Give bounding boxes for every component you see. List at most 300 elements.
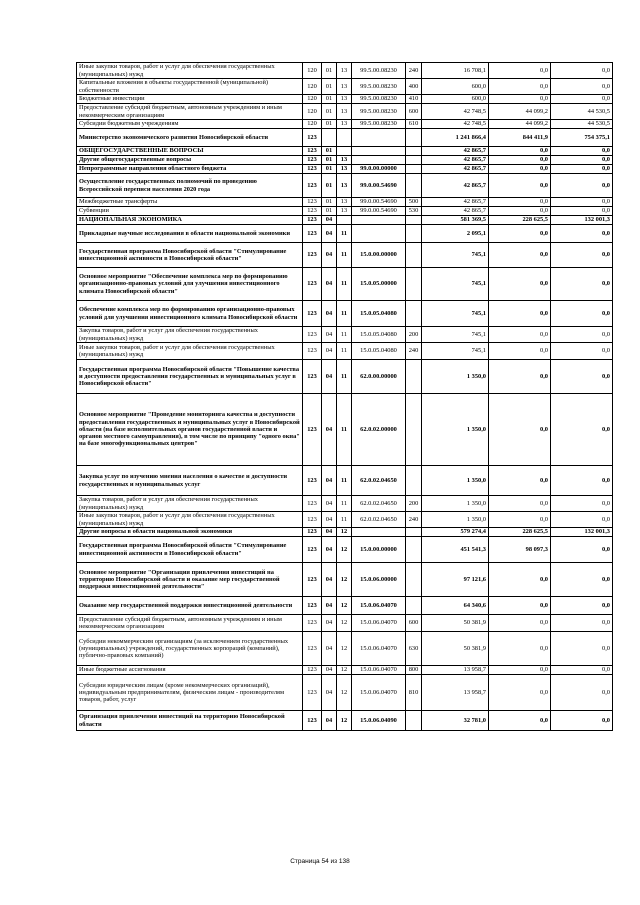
subsection-code: 11: [337, 496, 352, 512]
target-article-code: 15.0.06.04090: [352, 711, 406, 731]
target-article-code: 99.0.00.54690: [352, 174, 406, 198]
amount-year-1: 579 274,4: [422, 528, 489, 537]
amount-year-1: 745,1: [422, 301, 489, 327]
ministry-code: 120: [303, 95, 322, 104]
amount-year-1: 42 865,7: [422, 165, 489, 174]
expense-type-code: [406, 466, 422, 496]
section-code: 04: [322, 301, 337, 327]
section-code: 01: [322, 63, 337, 79]
section-code: 04: [322, 528, 337, 537]
section-code: 04: [322, 537, 337, 563]
subsection-code: 13: [337, 156, 352, 165]
amount-year-3: 0,0: [551, 675, 613, 711]
ministry-code: 123: [303, 268, 322, 301]
table-row: [77, 156, 613, 165]
table-row: [77, 597, 613, 615]
amount-year-2: 0,0: [489, 466, 551, 496]
expense-type-code: 630: [406, 632, 422, 666]
amount-year-1: 451 541,3: [422, 537, 489, 563]
expense-type-code: [406, 129, 422, 147]
amount-year-3: 0,0: [551, 95, 613, 104]
amount-year-2: 0,0: [489, 63, 551, 79]
subsection-code: [337, 147, 352, 156]
subsection-code: 12: [337, 615, 352, 632]
target-article-code: 15.0.06.04070: [352, 675, 406, 711]
subsection-code: 11: [337, 301, 352, 327]
amount-year-2: 0,0: [489, 512, 551, 528]
expense-type-code: 800: [406, 666, 422, 675]
amount-year-2: 0,0: [489, 360, 551, 394]
target-article-code: 15.0.00.00000: [352, 537, 406, 563]
ministry-code: 123: [303, 198, 322, 207]
subsection-code: 11: [337, 343, 352, 360]
subsection-code: 13: [337, 207, 352, 216]
table-row: [77, 129, 613, 147]
amount-year-3: 0,0: [551, 512, 613, 528]
expense-type-code: [406, 597, 422, 615]
amount-year-1: 97 121,6: [422, 563, 489, 597]
amount-year-1: 745,1: [422, 343, 489, 360]
amount-year-2: 228 625,5: [489, 216, 551, 225]
amount-year-1: 1 350,0: [422, 496, 489, 512]
row-name: Основное мероприятие "Обеспечение комплекса мер по формированию организационно-правовых условий для улучшения инвестиционного климата Новосибирской области": [77, 268, 303, 301]
target-article-code: 99.0.00.00000: [352, 165, 406, 174]
amount-year-2: 0,0: [489, 394, 551, 466]
amount-year-3: 0,0: [551, 537, 613, 563]
ministry-code: 123: [303, 597, 322, 615]
ministry-code: 123: [303, 156, 322, 165]
expense-type-code: 400: [406, 79, 422, 95]
subsection-code: 12: [337, 711, 352, 731]
section-code: 04: [322, 225, 337, 243]
target-article-code: 99.0.00.54690: [352, 198, 406, 207]
amount-year-3: 0,0: [551, 711, 613, 731]
ministry-code: 123: [303, 327, 322, 343]
amount-year-3: 0,0: [551, 632, 613, 666]
ministry-code: 123: [303, 466, 322, 496]
subsection-code: 12: [337, 597, 352, 615]
amount-year-1: 745,1: [422, 327, 489, 343]
amount-year-1: 2 095,1: [422, 225, 489, 243]
subsection-code: 12: [337, 537, 352, 563]
section-code: 04: [322, 360, 337, 394]
ministry-code: 120: [303, 104, 322, 120]
target-article-code: [352, 129, 406, 147]
amount-year-3: 0,0: [551, 147, 613, 156]
amount-year-1: 16 708,1: [422, 63, 489, 79]
target-article-code: 15.0.05.04080: [352, 343, 406, 360]
ministry-code: 123: [303, 537, 322, 563]
table-row: [77, 563, 613, 597]
amount-year-3: 754 375,1: [551, 129, 613, 147]
expense-type-code: 240: [406, 63, 422, 79]
expense-type-code: [406, 537, 422, 563]
table-row: [77, 666, 613, 675]
subsection-code: 12: [337, 666, 352, 675]
ministry-code: 123: [303, 496, 322, 512]
subsection-code: [337, 216, 352, 225]
amount-year-2: 0,0: [489, 496, 551, 512]
amount-year-2: 0,0: [489, 615, 551, 632]
ministry-code: 123: [303, 666, 322, 675]
amount-year-1: 42 748,5: [422, 120, 489, 129]
amount-year-1: 600,0: [422, 95, 489, 104]
target-article-code: [352, 225, 406, 243]
table-row: [77, 360, 613, 394]
target-article-code: 99.5.00.08230: [352, 63, 406, 79]
row-name: Субсидии бюджетным учреждениям: [77, 120, 303, 129]
amount-year-2: 0,0: [489, 666, 551, 675]
ministry-code: 123: [303, 147, 322, 156]
subsection-code: 13: [337, 165, 352, 174]
table-row: [77, 301, 613, 327]
table-row: [77, 466, 613, 496]
subsection-code: 13: [337, 104, 352, 120]
target-article-code: 15.0.06.04070: [352, 666, 406, 675]
target-article-code: 15.0.06.04070: [352, 597, 406, 615]
subsection-code: 13: [337, 79, 352, 95]
row-name: Непрограммные направления областного бюджета: [77, 165, 303, 174]
amount-year-1: 581 369,5: [422, 216, 489, 225]
amount-year-2: 0,0: [489, 711, 551, 731]
amount-year-1: 13 958,7: [422, 675, 489, 711]
ministry-code: 120: [303, 63, 322, 79]
amount-year-1: 42 865,7: [422, 174, 489, 198]
amount-year-3: 0,0: [551, 268, 613, 301]
table-row: [77, 216, 613, 225]
amount-year-1: 42 865,7: [422, 207, 489, 216]
ministry-code: 123: [303, 675, 322, 711]
ministry-code: 123: [303, 165, 322, 174]
section-code: [322, 129, 337, 147]
amount-year-2: 44 099,2: [489, 104, 551, 120]
ministry-code: 123: [303, 343, 322, 360]
amount-year-3: 0,0: [551, 243, 613, 268]
target-article-code: 15.0.06.00000: [352, 563, 406, 597]
target-article-code: 99.5.00.08230: [352, 95, 406, 104]
amount-year-2: 98 097,3: [489, 537, 551, 563]
table-row: [77, 174, 613, 198]
amount-year-2: 0,0: [489, 563, 551, 597]
section-code: 01: [322, 207, 337, 216]
target-article-code: 62.0.02.00000: [352, 394, 406, 466]
row-name: Закупка товаров, работ и услуг для обеспечения государственных (муниципальных) нужд: [77, 496, 303, 512]
subsection-code: 13: [337, 63, 352, 79]
row-name: Предоставление субсидий бюджетным, автономным учреждениям и иным некоммерческим организациям: [77, 615, 303, 632]
amount-year-2: 0,0: [489, 207, 551, 216]
table-row: [77, 537, 613, 563]
ministry-code: 123: [303, 632, 322, 666]
table-row: [77, 394, 613, 466]
ministry-code: 123: [303, 225, 322, 243]
row-name: Обеспечение комплекса мер по формированию организационно-правовых условий для улучшения инвестиционного климата Новосибирской области: [77, 301, 303, 327]
expense-type-code: [406, 528, 422, 537]
expense-type-code: [406, 394, 422, 466]
expense-type-code: 600: [406, 615, 422, 632]
amount-year-3: 0,0: [551, 156, 613, 165]
row-name: Осуществление государственных полномочий по проведению Всероссийской переписи населения 2020 года: [77, 174, 303, 198]
section-code: 01: [322, 156, 337, 165]
section-code: 04: [322, 243, 337, 268]
target-article-code: 15.0.00.00000: [352, 243, 406, 268]
ministry-code: 123: [303, 174, 322, 198]
expense-type-code: 600: [406, 104, 422, 120]
row-name: Основное мероприятие "Проведение мониторинга качества и доступности предоставления государственных и муниципальных услуг в Новосибирской области (на базе исполнительных органов государственной власти и органов местного самоуправления), в том числе по принципу "одного окна" на базе многофункциональных центров": [77, 394, 303, 466]
row-name: Государственная программа Новосибирской области "Повышение качества и доступности предоставления государственных и муниципальных услуг в Новосибирской области": [77, 360, 303, 394]
amount-year-2: 844 411,9: [489, 129, 551, 147]
table-row: [77, 63, 613, 79]
amount-year-1: 600,0: [422, 79, 489, 95]
amount-year-2: 0,0: [489, 147, 551, 156]
section-code: 01: [322, 104, 337, 120]
amount-year-3: 0,0: [551, 327, 613, 343]
row-name: Межбюджетные трансферты: [77, 198, 303, 207]
subsection-code: 12: [337, 675, 352, 711]
ministry-code: 123: [303, 563, 322, 597]
amount-year-3: 0,0: [551, 198, 613, 207]
amount-year-1: 1 350,0: [422, 512, 489, 528]
target-article-code: [352, 216, 406, 225]
amount-year-1: 745,1: [422, 268, 489, 301]
amount-year-3: 0,0: [551, 301, 613, 327]
row-name: Иные закупки товаров, работ и услуг для обеспечения государственных (муниципальных) нужд: [77, 343, 303, 360]
section-code: 04: [322, 666, 337, 675]
subsection-code: 13: [337, 120, 352, 129]
target-article-code: [352, 528, 406, 537]
expense-type-code: [406, 216, 422, 225]
target-article-code: 99.5.00.08230: [352, 79, 406, 95]
expense-type-code: 410: [406, 95, 422, 104]
table-row: [77, 165, 613, 174]
subsection-code: 11: [337, 243, 352, 268]
subsection-code: 11: [337, 466, 352, 496]
expense-type-code: [406, 165, 422, 174]
subsection-code: 13: [337, 174, 352, 198]
target-article-code: 62.0.02.04650: [352, 466, 406, 496]
amount-year-3: 0,0: [551, 563, 613, 597]
ministry-code: 123: [303, 394, 322, 466]
target-article-code: 15.0.05.04080: [352, 327, 406, 343]
section-code: 04: [322, 466, 337, 496]
target-article-code: 15.0.05.00000: [352, 268, 406, 301]
amount-year-3: 0,0: [551, 63, 613, 79]
amount-year-1: 42 865,7: [422, 147, 489, 156]
amount-year-3: 0,0: [551, 174, 613, 198]
row-name: Оказание мер государственной поддержки инвестиционной деятельности: [77, 597, 303, 615]
amount-year-3: 0,0: [551, 496, 613, 512]
row-name: ОБЩЕГОСУДАРСТВЕННЫЕ ВОПРОСЫ: [77, 147, 303, 156]
row-name: Другие общегосударственные вопросы: [77, 156, 303, 165]
expense-type-code: 240: [406, 512, 422, 528]
row-name: Государственная программа Новосибирской области "Стимулирование инвестиционной активности в Новосибирской области": [77, 243, 303, 268]
amount-year-2: 0,0: [489, 597, 551, 615]
expense-type-code: 610: [406, 120, 422, 129]
amount-year-3: 0,0: [551, 597, 613, 615]
row-name: НАЦИОНАЛЬНАЯ ЭКОНОМИКА: [77, 216, 303, 225]
amount-year-1: 32 781,0: [422, 711, 489, 731]
expense-type-code: [406, 360, 422, 394]
table-row: [77, 147, 613, 156]
section-code: 04: [322, 394, 337, 466]
amount-year-2: 0,0: [489, 198, 551, 207]
amount-year-3: 132 001,3: [551, 528, 613, 537]
section-code: 04: [322, 632, 337, 666]
amount-year-2: 0,0: [489, 225, 551, 243]
subsection-code: 11: [337, 225, 352, 243]
table-row: [77, 512, 613, 528]
amount-year-2: 0,0: [489, 95, 551, 104]
amount-year-1: 1 350,0: [422, 466, 489, 496]
expense-type-code: [406, 156, 422, 165]
row-name: Организация привлечения инвестиций на территорию Новосибирской области: [77, 711, 303, 731]
section-code: 01: [322, 120, 337, 129]
ministry-code: 123: [303, 243, 322, 268]
subsection-code: 12: [337, 528, 352, 537]
row-name: Субсидии некоммерческим организациям (за исключением государственных (муниципальных) учреждений, государственных корпораций (компаний), публично-правовых компаний): [77, 632, 303, 666]
amount-year-3: 132 001,3: [551, 216, 613, 225]
amount-year-3: 0,0: [551, 79, 613, 95]
amount-year-2: 0,0: [489, 675, 551, 711]
amount-year-2: 228 625,5: [489, 528, 551, 537]
ministry-code: 123: [303, 512, 322, 528]
row-name: Иные бюджетные ассигнования: [77, 666, 303, 675]
table-row: [77, 343, 613, 360]
section-code: 01: [322, 174, 337, 198]
ministry-code: 123: [303, 129, 322, 147]
expense-type-code: [406, 225, 422, 243]
amount-year-1: 745,1: [422, 243, 489, 268]
amount-year-3: 0,0: [551, 666, 613, 675]
section-code: 01: [322, 165, 337, 174]
amount-year-1: 13 958,7: [422, 666, 489, 675]
subsection-code: [337, 129, 352, 147]
expense-type-code: [406, 711, 422, 731]
subsection-code: 13: [337, 198, 352, 207]
budget-table: [76, 62, 612, 731]
amount-year-1: 42 865,7: [422, 198, 489, 207]
section-code: 04: [322, 512, 337, 528]
ministry-code: 123: [303, 301, 322, 327]
table-row: [77, 711, 613, 731]
target-article-code: 15.0.06.04070: [352, 615, 406, 632]
ministry-code: 120: [303, 79, 322, 95]
section-code: 04: [322, 216, 337, 225]
ministry-code: 123: [303, 615, 322, 632]
row-name: Другие вопросы в области национальной экономики: [77, 528, 303, 537]
amount-year-2: 0,0: [489, 327, 551, 343]
expense-type-code: 530: [406, 207, 422, 216]
row-name: Иные закупки товаров, работ и услуг для обеспечения государственных (муниципальных) нужд: [77, 512, 303, 528]
expense-type-code: [406, 174, 422, 198]
amount-year-2: 0,0: [489, 268, 551, 301]
table-row: [77, 207, 613, 216]
amount-year-2: 0,0: [489, 632, 551, 666]
amount-year-2: 0,0: [489, 174, 551, 198]
row-name: Субвенции: [77, 207, 303, 216]
row-name: Иные закупки товаров, работ и услуг для обеспечения государственных (муниципальных) нужд: [77, 63, 303, 79]
expense-type-code: 200: [406, 496, 422, 512]
table-row: [77, 225, 613, 243]
section-code: 04: [322, 563, 337, 597]
subsection-code: 11: [337, 327, 352, 343]
section-code: 04: [322, 327, 337, 343]
target-article-code: [352, 156, 406, 165]
amount-year-2: 0,0: [489, 165, 551, 174]
section-code: 04: [322, 343, 337, 360]
table-row: [77, 496, 613, 512]
amount-year-1: 1 241 866,4: [422, 129, 489, 147]
amount-year-3: 44 530,5: [551, 104, 613, 120]
amount-year-3: 0,0: [551, 165, 613, 174]
subsection-code: 12: [337, 563, 352, 597]
expense-type-code: 240: [406, 343, 422, 360]
row-name: Основное мероприятие "Организация привлечения инвестиций на территорию Новосибирской области и оказание мер государственной поддержки инвестиционной деятельности": [77, 563, 303, 597]
section-code: 01: [322, 95, 337, 104]
amount-year-1: 42 865,7: [422, 156, 489, 165]
subsection-code: 11: [337, 268, 352, 301]
row-name: Капитальные вложения в объекты государственной (муниципальной) собственности: [77, 79, 303, 95]
ministry-code: 123: [303, 360, 322, 394]
table-row: [77, 198, 613, 207]
target-article-code: 15.0.05.04080: [352, 301, 406, 327]
table-row: [77, 327, 613, 343]
table-row: [77, 615, 613, 632]
amount-year-2: 0,0: [489, 343, 551, 360]
ministry-code: 120: [303, 120, 322, 129]
row-name: Закупка услуг по изучению мнения населения о качестве и доступности государственных и муниципальных услуг: [77, 466, 303, 496]
table-row: [77, 104, 613, 120]
amount-year-3: 0,0: [551, 225, 613, 243]
expense-type-code: 810: [406, 675, 422, 711]
subsection-code: 11: [337, 512, 352, 528]
target-article-code: 99.5.00.08230: [352, 120, 406, 129]
table-row: [77, 675, 613, 711]
section-code: 04: [322, 268, 337, 301]
row-name: Предоставление субсидий бюджетным, автономным учреждениям и иным некоммерческим организациям: [77, 104, 303, 120]
page-number: Страница 54 из 138: [290, 858, 350, 865]
section-code: 04: [322, 597, 337, 615]
subsection-code: 11: [337, 360, 352, 394]
expense-type-code: [406, 301, 422, 327]
section-code: 04: [322, 496, 337, 512]
row-name: Субсидии юридическим лицам (кроме некоммерческих организаций), индивидуальным предпринимателям, физическим лицам - производителям товаров, работ, услуг: [77, 675, 303, 711]
row-name: Прикладные научные исследования в области национальной экономики: [77, 225, 303, 243]
table-row: [77, 95, 613, 104]
amount-year-3: 0,0: [551, 360, 613, 394]
target-article-code: 99.5.00.08230: [352, 104, 406, 120]
subsection-code: 13: [337, 95, 352, 104]
amount-year-1: 64 340,6: [422, 597, 489, 615]
target-article-code: [352, 147, 406, 156]
amount-year-2: 44 099,2: [489, 120, 551, 129]
table-row: [77, 632, 613, 666]
ministry-code: 123: [303, 207, 322, 216]
expense-type-code: [406, 243, 422, 268]
section-code: 01: [322, 79, 337, 95]
table-row: [77, 268, 613, 301]
amount-year-3: 0,0: [551, 343, 613, 360]
amount-year-1: 42 748,5: [422, 104, 489, 120]
section-code: 01: [322, 147, 337, 156]
amount-year-3: 0,0: [551, 394, 613, 466]
amount-year-2: 0,0: [489, 79, 551, 95]
row-name: Министерство экономического развития Новосибирской области: [77, 129, 303, 147]
section-code: 04: [322, 675, 337, 711]
amount-year-1: 1 350,0: [422, 360, 489, 394]
expense-type-code: [406, 563, 422, 597]
ministry-code: 123: [303, 216, 322, 225]
ministry-code: 123: [303, 528, 322, 537]
